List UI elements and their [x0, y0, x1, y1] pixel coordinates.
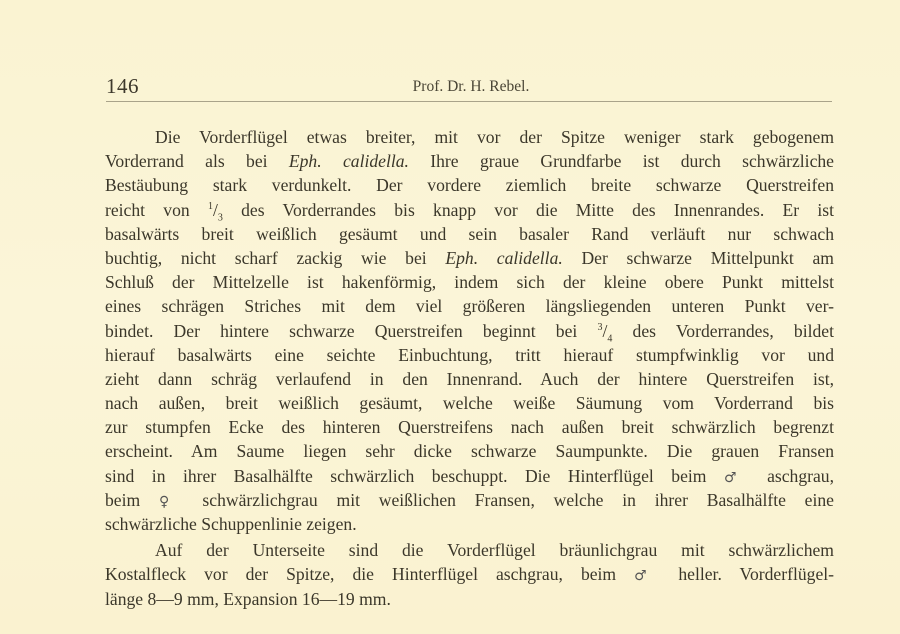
paragraph: [105, 538, 834, 611]
male-symbol-icon: ♂: [634, 568, 661, 585]
text-run: hierauf basalwärts eine seichte Einbuchtung, tritt hierauf stumpfwinklig vor und: [105, 344, 834, 365]
text-line: [105, 587, 834, 611]
body-text: [105, 125, 834, 611]
species-name: Eph. calidella.: [445, 247, 563, 268]
text-run: schwärzliche Schuppenlinie zeigen.: [105, 514, 357, 534]
text-line: [105, 367, 834, 391]
text-run: eines schrägen Striches mit dem viel größeren längsliegenden unteren Punkt ver-: [105, 296, 834, 317]
text-line: [105, 246, 834, 270]
female-symbol-icon: ♀: [158, 493, 184, 510]
text-line: [105, 391, 834, 415]
text-line: [105, 319, 834, 343]
fraction-denominator: 3: [217, 212, 223, 224]
text-run: Ihre graue Grundfarbe ist durch schwärzliche: [408, 151, 834, 172]
text-line: [105, 415, 834, 439]
text-run: heller. Vorderflügel-: [660, 564, 835, 585]
male-symbol-icon: ♂: [723, 469, 750, 486]
text-run: bindet. Der hintere schwarze Querstreifen beginnt bei: [105, 320, 598, 341]
species-name: Eph. calidella.: [288, 151, 409, 172]
text-run: nach außen, breit weißlich gesäumt, welche weiße Säumung vom Vorderrand bis: [105, 393, 834, 414]
text-run: Auf der Unterseite sind die Vorderflügel bräunlichgrau mit schwärzlichem: [155, 540, 834, 561]
text-run: aschgrau,: [749, 465, 834, 486]
text-run: Bestäubung stark verdunkelt. Der vordere ziemlich breite schwarze Querstreifen: [105, 175, 834, 196]
fraction-numerator: 1: [207, 200, 213, 212]
text-line: [105, 538, 834, 562]
text-line: [105, 198, 834, 222]
text-line: [105, 125, 834, 149]
page-number: 146: [106, 74, 139, 98]
text-run: beim: [105, 489, 159, 510]
fraction-denominator: 4: [607, 333, 613, 345]
text-run: Die Vorderflügel etwas breiter, mit vor der Spitze weniger stark gebogenem: [155, 127, 834, 147]
text-run: schwärzlichgrau mit weißlichen Fransen, welche in ihrer Basalhälfte eine: [183, 489, 834, 510]
text-line: [105, 294, 834, 318]
page-header: [106, 74, 836, 98]
text-run: länge 8—9 mm, Expansion 16—19 mm.: [105, 588, 391, 609]
text-run: basalwärts breit weißlich gesäumt und sein basaler Rand verläuft nur schwach: [105, 223, 834, 244]
text-line: [105, 222, 834, 246]
text-run: Schluß der Mittelzelle ist hakenförmig, indem sich der kleine obere Punkt mittelst: [105, 272, 834, 293]
fraction: $^3/_4$: [597, 320, 613, 345]
fraction-numerator: 3: [597, 321, 603, 333]
running-head: Prof. Dr. H. Rebel.: [412, 78, 530, 95]
text-line: [105, 512, 834, 536]
fraction: $^1/_3$: [207, 199, 223, 224]
text-run: sind in ihrer Basalhälfte schwärzlich beschuppt. Die Hinterflügel beim: [105, 465, 724, 486]
text-line: [105, 173, 834, 197]
text-run: Der schwarze Mittelpunkt am: [562, 247, 834, 268]
text-run: zur stumpfen Ecke des hinteren Querstreifens nach außen breit schwärzlich begrenzt: [105, 417, 834, 438]
text-run: Kostalfleck vor der Spitze, die Hinterflügel aschgrau, beim: [105, 564, 635, 585]
text-line: [105, 488, 834, 512]
text-run: Vorderrand als bei: [105, 151, 289, 172]
text-line: [105, 343, 834, 367]
text-run: des Vorderrandes, bildet: [612, 320, 834, 341]
paragraph: [105, 125, 834, 536]
text-line: [105, 439, 834, 463]
text-line: [105, 270, 834, 294]
text-line: [105, 149, 834, 173]
text-run: buchtig, nicht scharf zackig wie bei: [105, 247, 446, 268]
text-run: zieht dann schräg verlaufend in den Innenrand. Auch der hintere Querstreifen ist,: [105, 368, 834, 389]
text-run: des Vorderrandes bis knapp vor die Mitte des Innenrandes. Er ist: [222, 199, 834, 220]
text-line: [105, 464, 834, 488]
text-line: [105, 562, 834, 586]
text-run: reicht von: [105, 199, 208, 220]
text-run: erscheint. Am Saume liegen sehr dicke schwarze Saumpunkte. Die grauen Fransen: [105, 441, 834, 462]
header-rule: [106, 101, 832, 102]
